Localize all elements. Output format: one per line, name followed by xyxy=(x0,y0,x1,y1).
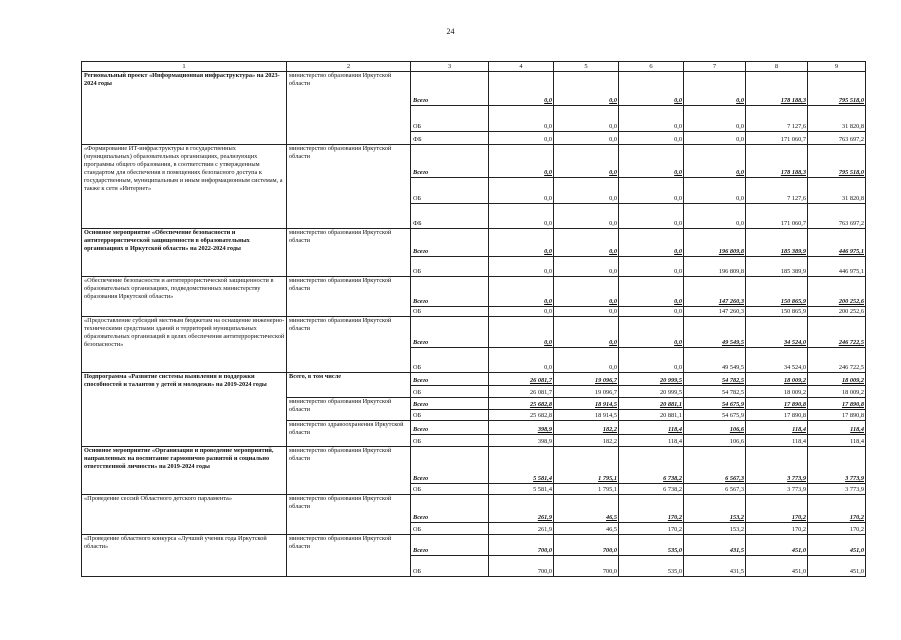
column-number: 2 xyxy=(287,62,411,72)
funding-source: Всего xyxy=(411,373,489,386)
amount-cell: 7 127,6 xyxy=(746,106,808,132)
amount-cell: 398,9 xyxy=(489,435,554,447)
amount-cell: 18 914,5 xyxy=(554,398,619,410)
amount-cell: 118,4 xyxy=(746,435,808,447)
amount-cell: 6 567,3 xyxy=(684,447,746,484)
funding-source: ОБ xyxy=(411,386,489,398)
executor: министерство образования Иркутской области xyxy=(287,229,411,277)
executor: министерство образования Иркутской области xyxy=(287,495,411,535)
amount-cell: 153,2 xyxy=(684,523,746,535)
amount-cell: 0,0 xyxy=(619,229,684,257)
amount-cell: 0,0 xyxy=(554,317,619,348)
amount-cell: 26 081,7 xyxy=(489,373,554,386)
amount-cell: 196 809,8 xyxy=(684,257,746,277)
amount-cell: 0,0 xyxy=(489,307,554,317)
amount-cell: 5 581,4 xyxy=(489,484,554,495)
table-row xyxy=(82,229,866,257)
amount-cell: 3 773,9 xyxy=(808,447,866,484)
amount-cell: 451,0 xyxy=(808,556,866,577)
column-number: 7 xyxy=(684,62,746,72)
amount-cell: 0,0 xyxy=(554,145,619,178)
amount-cell: 6 738,2 xyxy=(619,447,684,484)
funding-source: Всего xyxy=(411,145,489,178)
amount-cell: 0,0 xyxy=(554,132,619,145)
amount-cell: 54 782,5 xyxy=(684,373,746,386)
amount-cell: 3 773,9 xyxy=(746,447,808,484)
column-number: 6 xyxy=(619,62,684,72)
table-body xyxy=(82,62,866,577)
amount-cell: 0,0 xyxy=(619,178,684,204)
amount-cell: 3 773,9 xyxy=(808,484,866,495)
activity-name: «Предоставление субсидий местным бюджетам на оснащение инженерно-техническими средствами зданий и территорий муниципальных образовательных организаций в целях обеспечения антитеррористической безопасности» xyxy=(82,317,287,373)
amount-cell: 46,5 xyxy=(554,495,619,523)
funding-source: Всего xyxy=(411,317,489,348)
amount-cell: 700,0 xyxy=(554,535,619,556)
executor: министерство образования Иркутской области xyxy=(287,317,411,373)
funding-source: ОБ xyxy=(411,178,489,204)
activity-name: «Проведение сессий Областного детского парламента» xyxy=(82,495,287,535)
amount-cell: 118,4 xyxy=(619,421,684,435)
amount-cell: 182,2 xyxy=(554,421,619,435)
amount-cell: 5 581,4 xyxy=(489,447,554,484)
executor: министерство образования Иркутской области xyxy=(287,398,411,421)
amount-cell: 451,0 xyxy=(746,556,808,577)
table-row xyxy=(82,447,866,484)
amount-cell: 446 975,1 xyxy=(808,229,866,257)
amount-cell: 178 188,3 xyxy=(746,72,808,106)
amount-cell: 150 865,9 xyxy=(746,277,808,307)
amount-cell: 34 524,0 xyxy=(746,348,808,373)
amount-cell: 18 009,2 xyxy=(808,386,866,398)
amount-cell: 0,0 xyxy=(684,72,746,106)
executor: министерство здравоохранения Иркутской области xyxy=(287,421,411,447)
amount-cell: 25 682,8 xyxy=(489,398,554,410)
amount-cell: 171 060,7 xyxy=(746,132,808,145)
amount-cell: 763 697,2 xyxy=(808,132,866,145)
amount-cell: 0,0 xyxy=(684,178,746,204)
table-row xyxy=(82,373,866,386)
amount-cell: 0,0 xyxy=(554,204,619,229)
amount-cell: 0,0 xyxy=(619,277,684,307)
funding-source: ОБ xyxy=(411,257,489,277)
funding-source: Всего xyxy=(411,72,489,106)
column-number: 4 xyxy=(489,62,554,72)
amount-cell: 18 009,2 xyxy=(808,373,866,386)
budget-table xyxy=(81,61,866,577)
amount-cell: 19 096,7 xyxy=(554,373,619,386)
amount-cell: 196 809,8 xyxy=(684,229,746,257)
column-number: 1 xyxy=(82,62,287,72)
amount-cell: 106,6 xyxy=(684,421,746,435)
amount-cell: 17 890,8 xyxy=(746,398,808,410)
funding-source: Всего xyxy=(411,398,489,410)
amount-cell: 118,4 xyxy=(619,435,684,447)
amount-cell: 170,2 xyxy=(808,495,866,523)
amount-cell: 0,0 xyxy=(489,178,554,204)
amount-cell: 46,5 xyxy=(554,523,619,535)
amount-cell: 31 820,8 xyxy=(808,106,866,132)
column-number: 3 xyxy=(411,62,489,72)
amount-cell: 431,5 xyxy=(684,556,746,577)
activity-name: Основное мероприятие «Организация и проведение мероприятий, направленных на воспитание гармонично развитой и социально ответственной личности» на 2019-2024 годы xyxy=(82,447,287,495)
amount-cell: 6 567,3 xyxy=(684,484,746,495)
table-row xyxy=(82,145,866,178)
funding-source: ОБ xyxy=(411,523,489,535)
amount-cell: 0,0 xyxy=(554,106,619,132)
activity-name: Основное мероприятие «Обеспечение безопасности и антитеррористической защищенности в образовательных организациях в Иркутской области» на 2022-2024 годы xyxy=(82,229,287,277)
amount-cell: 170,2 xyxy=(619,523,684,535)
amount-cell: 451,0 xyxy=(808,535,866,556)
amount-cell: 54 782,5 xyxy=(684,386,746,398)
funding-source: ОБ xyxy=(411,106,489,132)
amount-cell: 0,0 xyxy=(684,132,746,145)
amount-cell: 182,2 xyxy=(554,435,619,447)
amount-cell: 3 773,9 xyxy=(746,484,808,495)
amount-cell: 446 975,1 xyxy=(808,257,866,277)
amount-cell: 147 260,3 xyxy=(684,307,746,317)
amount-cell: 200 252,6 xyxy=(808,307,866,317)
activity-name: Подпрограмма «Развитие системы выявления и поддержки способностей и талантов у детей и молодежи» на 2019-2024 годы xyxy=(82,373,287,447)
funding-source: ОБ xyxy=(411,410,489,421)
amount-cell: 0,0 xyxy=(554,72,619,106)
amount-cell: 0,0 xyxy=(619,204,684,229)
table-row xyxy=(82,535,866,556)
amount-cell: 185 389,9 xyxy=(746,257,808,277)
amount-cell: 150 865,9 xyxy=(746,307,808,317)
activity-name: «Обеспечение безопасности и антитеррористической защищенности в образовательных организациях, подведомственных министерству образования Иркутской области» xyxy=(82,277,287,317)
table-row xyxy=(82,277,866,307)
amount-cell: 0,0 xyxy=(619,257,684,277)
amount-cell: 398,9 xyxy=(489,421,554,435)
table-row xyxy=(82,495,866,523)
amount-cell: 0,0 xyxy=(619,317,684,348)
amount-cell: 153,2 xyxy=(684,495,746,523)
amount-cell: 261,9 xyxy=(489,523,554,535)
amount-cell: 20 881,1 xyxy=(619,398,684,410)
executor: министерство образования Иркутской области xyxy=(287,447,411,495)
amount-cell: 0,0 xyxy=(684,106,746,132)
funding-source: Всего xyxy=(411,495,489,523)
amount-cell: 246 722,5 xyxy=(808,348,866,373)
amount-cell: 118,4 xyxy=(808,421,866,435)
amount-cell: 54 675,9 xyxy=(684,410,746,421)
amount-cell: 7 127,6 xyxy=(746,178,808,204)
amount-cell: 261,9 xyxy=(489,495,554,523)
executor: министерство образования Иркутской области xyxy=(287,145,411,229)
amount-cell: 1 795,1 xyxy=(554,484,619,495)
amount-cell: 700,0 xyxy=(554,556,619,577)
amount-cell: 700,0 xyxy=(489,535,554,556)
amount-cell: 25 682,8 xyxy=(489,410,554,421)
table-row xyxy=(82,72,866,106)
amount-cell: 170,2 xyxy=(746,495,808,523)
amount-cell: 170,2 xyxy=(808,523,866,535)
amount-cell: 0,0 xyxy=(489,257,554,277)
amount-cell: 0,0 xyxy=(554,178,619,204)
executor: министерство образования Иркутской области xyxy=(287,535,411,577)
table-row xyxy=(82,317,866,348)
amount-cell: 170,2 xyxy=(746,523,808,535)
amount-cell: 170,2 xyxy=(619,495,684,523)
amount-cell: 20 999,5 xyxy=(619,373,684,386)
amount-cell: 0,0 xyxy=(489,204,554,229)
amount-cell: 535,0 xyxy=(619,535,684,556)
column-number: 9 xyxy=(808,62,866,72)
amount-cell: 0,0 xyxy=(619,132,684,145)
column-number: 5 xyxy=(554,62,619,72)
amount-cell: 0,0 xyxy=(554,277,619,307)
funding-source: Всего xyxy=(411,421,489,435)
amount-cell: 49 549,5 xyxy=(684,348,746,373)
page-number: 24 xyxy=(446,27,455,36)
amount-cell: 0,0 xyxy=(619,145,684,178)
amount-cell: 118,4 xyxy=(746,421,808,435)
amount-cell: 0,0 xyxy=(619,72,684,106)
amount-cell: 200 252,6 xyxy=(808,277,866,307)
amount-cell: 0,0 xyxy=(619,106,684,132)
activity-name: Региональный проект «Информационная инфраструктура» на 2023-2024 годы xyxy=(82,72,287,145)
funding-source: ОБ xyxy=(411,556,489,577)
amount-cell: 118,4 xyxy=(808,435,866,447)
amount-cell: 0,0 xyxy=(489,72,554,106)
funding-source: Всего xyxy=(411,535,489,556)
amount-cell: 0,0 xyxy=(489,106,554,132)
amount-cell: 147 260,3 xyxy=(684,277,746,307)
amount-cell: 17 890,8 xyxy=(808,398,866,410)
amount-cell: 26 081,7 xyxy=(489,386,554,398)
amount-cell: 18 914,5 xyxy=(554,410,619,421)
executor: Всего, в том числе xyxy=(287,373,411,398)
amount-cell: 20 999,5 xyxy=(619,386,684,398)
amount-cell: 178 188,3 xyxy=(746,145,808,178)
amount-cell: 0,0 xyxy=(554,257,619,277)
amount-cell: 0,0 xyxy=(489,132,554,145)
activity-name: «Проведение областного конкурса «Лучший ученик года Иркутской области» xyxy=(82,535,287,577)
amount-cell: 171 060,7 xyxy=(746,204,808,229)
amount-cell: 0,0 xyxy=(554,229,619,257)
amount-cell: 34 524,0 xyxy=(746,317,808,348)
amount-cell: 0,0 xyxy=(619,307,684,317)
amount-cell: 0,0 xyxy=(489,348,554,373)
amount-cell: 31 820,8 xyxy=(808,178,866,204)
amount-cell: 54 675,9 xyxy=(684,398,746,410)
amount-cell: 18 009,2 xyxy=(746,373,808,386)
executor: министерство образования Иркутской области xyxy=(287,72,411,145)
amount-cell: 0,0 xyxy=(489,277,554,307)
amount-cell: 0,0 xyxy=(554,307,619,317)
funding-source: ОБ xyxy=(411,348,489,373)
funding-source: ОБ xyxy=(411,307,489,317)
funding-source: ФБ xyxy=(411,132,489,145)
amount-cell: 795 518,0 xyxy=(808,72,866,106)
amount-cell: 6 738,2 xyxy=(619,484,684,495)
amount-cell: 20 881,1 xyxy=(619,410,684,421)
amount-cell: 106,6 xyxy=(684,435,746,447)
amount-cell: 0,0 xyxy=(489,145,554,178)
amount-cell: 49 549,5 xyxy=(684,317,746,348)
funding-source: ОБ xyxy=(411,435,489,447)
amount-cell: 0,0 xyxy=(489,229,554,257)
amount-cell: 0,0 xyxy=(684,204,746,229)
amount-cell: 185 389,9 xyxy=(746,229,808,257)
funding-source: Всего xyxy=(411,447,489,484)
funding-source: ФБ xyxy=(411,204,489,229)
amount-cell: 763 697,2 xyxy=(808,204,866,229)
amount-cell: 0,0 xyxy=(619,348,684,373)
amount-cell: 0,0 xyxy=(684,145,746,178)
amount-cell: 431,5 xyxy=(684,535,746,556)
funding-source: ОБ xyxy=(411,484,489,495)
amount-cell: 17 890,8 xyxy=(746,410,808,421)
amount-cell: 19 096,7 xyxy=(554,386,619,398)
amount-cell: 700,0 xyxy=(489,556,554,577)
column-number: 8 xyxy=(746,62,808,72)
amount-cell: 535,0 xyxy=(619,556,684,577)
amount-cell: 451,0 xyxy=(746,535,808,556)
funding-source: Всего xyxy=(411,277,489,307)
activity-name: «Формирование ИТ-инфраструктуры в государственных (муниципальных) образовательных организациях, реализующих программы общего образования, в соответствии с утвержденным стандартом для обеспечения в помещениях безопасного доступа к государственным, муниципальным и иным информационным системам, а также к сети «Интернет» xyxy=(82,145,287,229)
column-number-row xyxy=(82,62,866,72)
amount-cell: 0,0 xyxy=(489,317,554,348)
amount-cell: 17 890,8 xyxy=(808,410,866,421)
amount-cell: 0,0 xyxy=(554,348,619,373)
amount-cell: 795 518,0 xyxy=(808,145,866,178)
amount-cell: 18 009,2 xyxy=(746,386,808,398)
amount-cell: 246 722,5 xyxy=(808,317,866,348)
amount-cell: 1 795,1 xyxy=(554,447,619,484)
funding-source: Всего xyxy=(411,229,489,257)
executor: министерство образования Иркутской области xyxy=(287,277,411,317)
